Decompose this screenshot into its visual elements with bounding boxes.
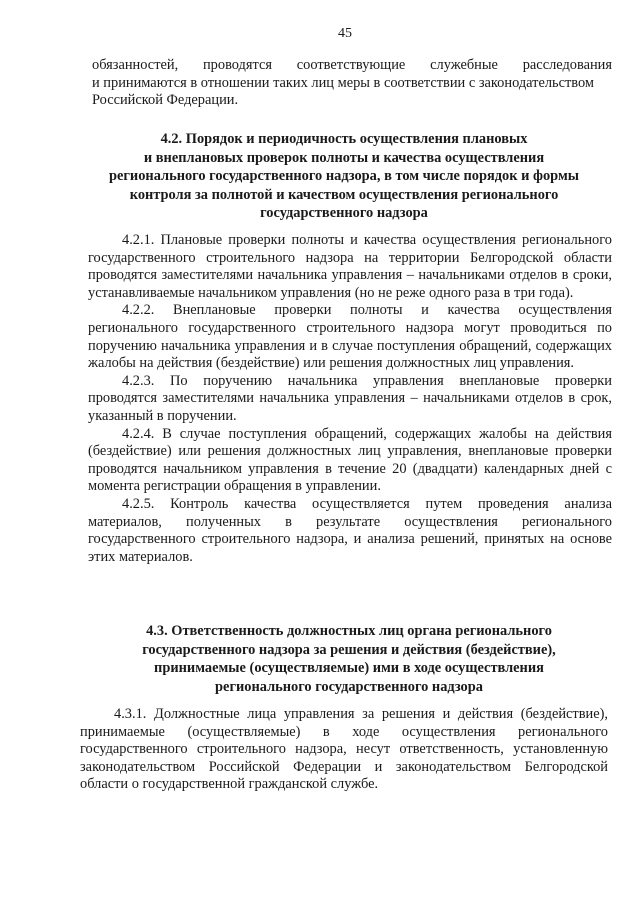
heading-line: и внеплановых проверок полноты и качества осуществления — [143, 149, 545, 166]
heading-line: принимаемые (осуществляемые) ими в ходе осуществления — [154, 660, 544, 676]
page-number: 45 — [338, 26, 352, 41]
intro-line: и принимаются в отношении таких лиц меры в соответствии с законодательством — [92, 74, 595, 91]
heading-line: государственного надзора за решения и действия (бездействие), — [142, 641, 556, 658]
paragraph-4-2-4: 4.2.4. В случае поступления обращений, содержащих жалобы на действия (бездействие) или решения должностных лиц управления, внеплановые проверки проводятся начальником управления в течение 20 (двадцати) календарных дней с момента регистрации обращения в управлении. — [88, 425, 612, 495]
section-4-3-heading — [88, 622, 610, 696]
paragraph-4-3-1: 4.3.1. Должностные лица управления за решения и действия (бездействие), принимаемые (осуществляемые) в ходе осуществления регионального государственного строительного надзора, несут ответственность, установленную законодательством Российской Федерации и законодательством Белгородской области о государственной гражданской службе. — [80, 706, 608, 793]
paragraph-4-2-3: 4.2.3. По поручению начальника управления внеплановые проверки проводятся заместителями начальника управления – начальниками отделов в срок, указанный в поручении. — [88, 372, 612, 424]
heading-line: 4.2. Порядок и периодичность осуществления плановых — [160, 131, 528, 147]
heading-line: 4.3. Ответственность должностных лиц органа регионального — [146, 623, 552, 639]
paragraph-4-2-2: 4.2.2. Внеплановые проверки полноты и качества осуществления регионального государственного строительного надзора могут проводиться по поручению начальника управления и в случае поступления обращений, содержащих жалобы на действия (бездействие) или решения должностных лиц управления. — [88, 302, 612, 372]
section-4-2-body — [88, 232, 612, 566]
heading-line: государственного надзора — [260, 205, 428, 221]
heading-line: регионального государственного надзора, в том числе порядок и формы — [108, 168, 580, 184]
section-4-3-body — [80, 706, 608, 794]
paragraph-4-2-1: 4.2.1. Плановые проверки полноты и качества осуществления регионального государственного строительного надзора на территории Белгородской области проводятся заместителями начальника управления – начальниками отделов в сроки, устанавливаемые начальником управления (но не реже одного раза в три года). — [88, 232, 612, 301]
paragraph-4-2-5: 4.2.5. Контроль качества осуществляется путем проведения анализа материалов, полученных в результате осуществления регионального государственного строительного надзора, и анализа решений, принятых на основе этих материалов. — [88, 495, 612, 565]
heading-line: регионального государственного надзора — [215, 678, 483, 695]
intro-text — [92, 57, 612, 110]
intro-line: Российской Федерации. — [92, 92, 239, 109]
heading-line: контроля за полнотой и качеством осуществления регионального — [129, 186, 559, 203]
section-4-2-heading — [88, 130, 600, 223]
intro-line: обязанностей, проводятся соответствующие служебные расследования — [92, 57, 612, 73]
